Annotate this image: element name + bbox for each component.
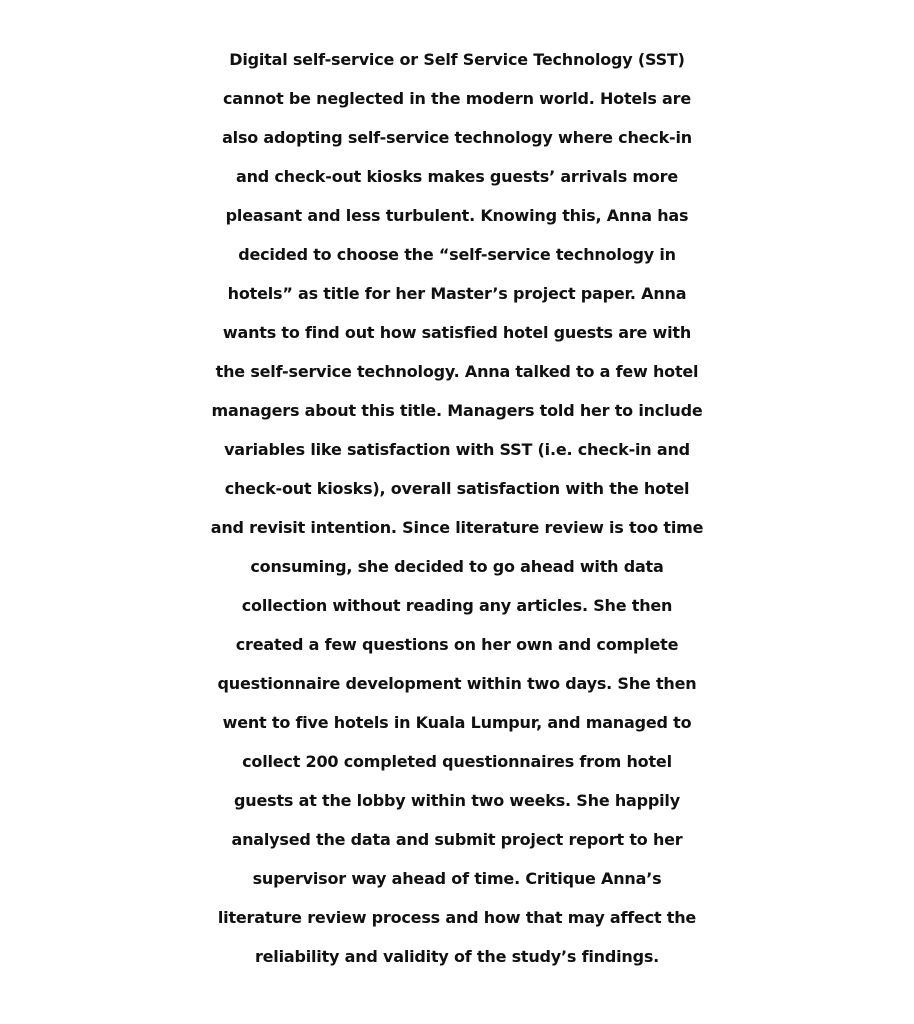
text-line: and revisit intention. Since literature review is too time bbox=[210, 518, 704, 537]
text-line: supervisor way ahead of time. Critique Anna’s bbox=[252, 869, 662, 888]
text-line: reliability and validity of the study’s findings. bbox=[254, 947, 660, 966]
text-line: collect 200 completed questionnaires from hotel bbox=[242, 752, 672, 771]
text-line: questionnaire development within two days. She then bbox=[217, 674, 697, 693]
text-line: guests at the lobby within two weeks. She happily bbox=[234, 791, 680, 810]
text-line: went to five hotels in Kuala Lumpur, and managed to bbox=[222, 713, 692, 732]
text-line: collection without reading any articles. She then bbox=[241, 596, 673, 615]
text-line: and check-out kiosks makes guests’ arrivals more bbox=[235, 167, 679, 186]
text-line: created a few questions on her own and complete bbox=[235, 635, 679, 654]
text-line: wants to find out how satisfied hotel guests are with bbox=[222, 323, 692, 342]
text-line: analysed the data and submit project report to her bbox=[231, 830, 683, 849]
text-line: variables like satisfaction with SST (i.e. check-in and bbox=[224, 440, 690, 459]
text-line: the self-service technology. Anna talked to a few hotel bbox=[215, 362, 699, 381]
text-line: consuming, she decided to go ahead with data bbox=[250, 557, 664, 576]
question-text-block bbox=[0, 40, 914, 976]
text-line: Digital self-service or Self Service Technology (SST) bbox=[229, 50, 685, 69]
text-line: also adopting self-service technology where check-in bbox=[222, 128, 692, 147]
text-line: check-out kiosks), overall satisfaction with the hotel bbox=[224, 479, 690, 498]
text-line: hotels” as title for her Master’s project paper. Anna bbox=[227, 284, 687, 303]
text-line: cannot be neglected in the modern world. Hotels are bbox=[223, 89, 691, 108]
text-line: literature review process and how that may affect the bbox=[217, 908, 697, 927]
text-line: decided to choose the “self-service technology in bbox=[238, 245, 676, 264]
text-line: pleasant and less turbulent. Knowing this, Anna has bbox=[225, 206, 689, 225]
text-line: managers about this title. Managers told her to include bbox=[211, 401, 703, 420]
